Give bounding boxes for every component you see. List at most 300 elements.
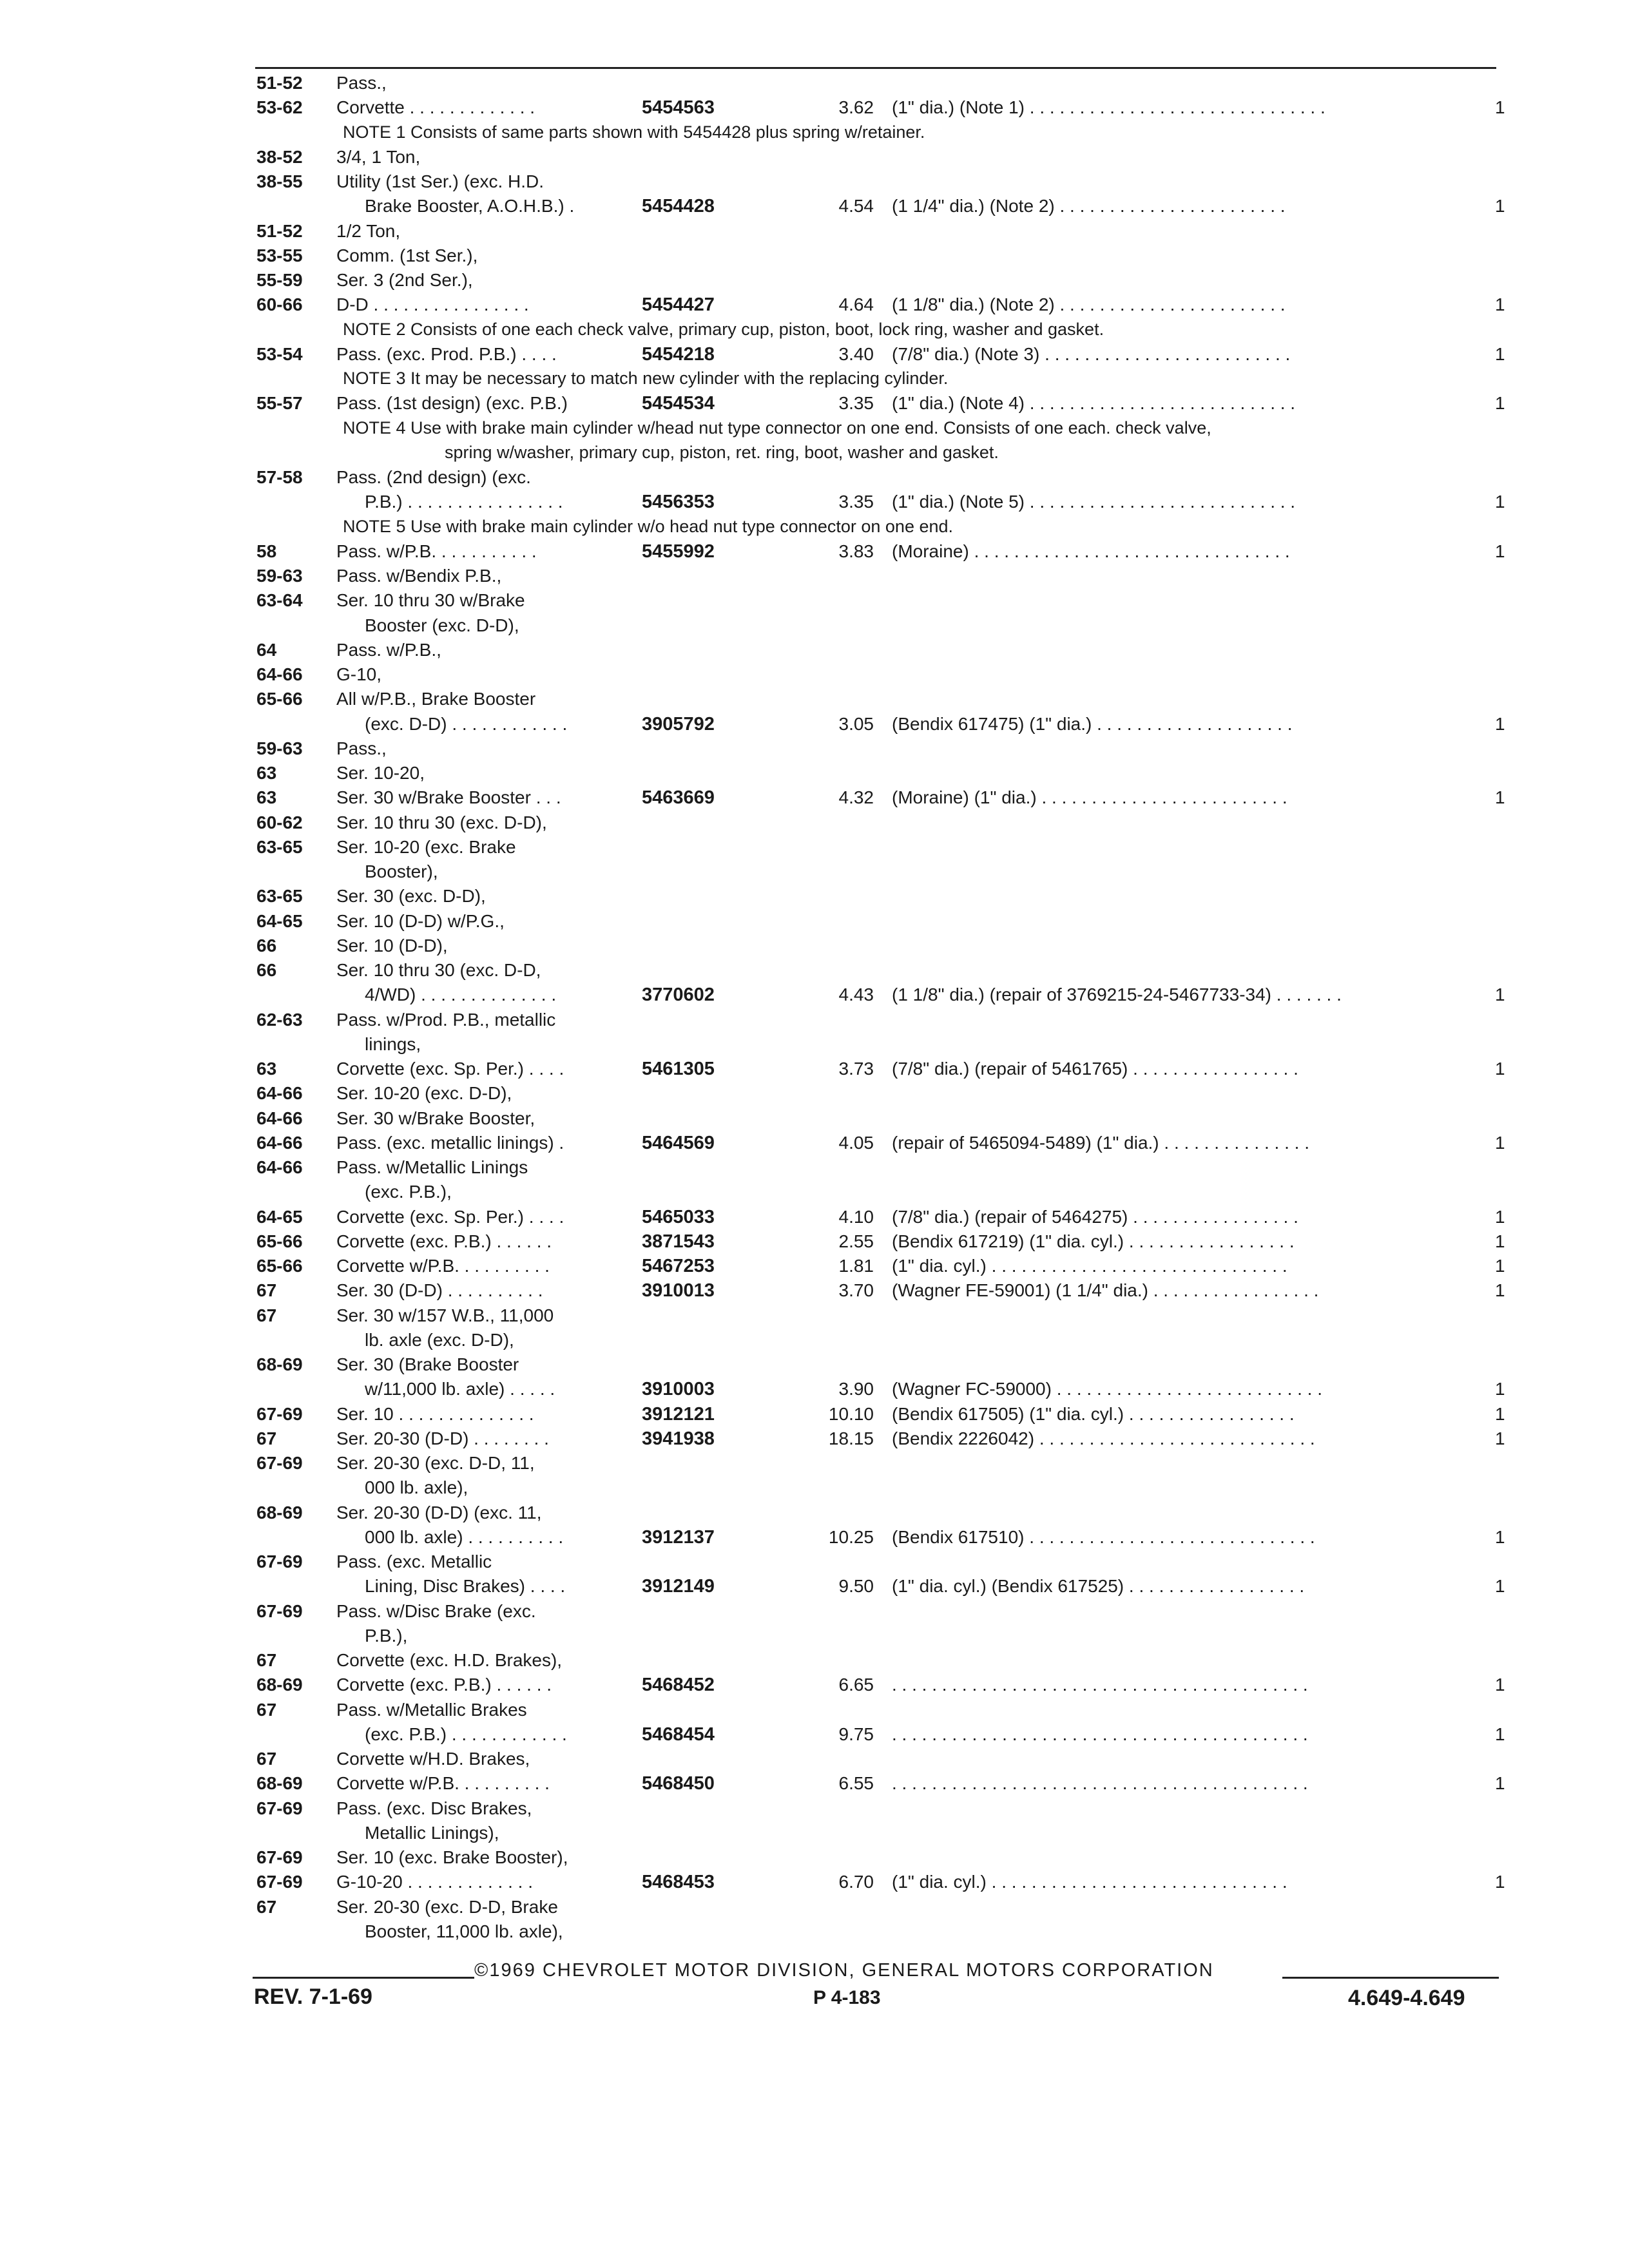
list-price: 3.35 (838, 492, 874, 512)
parts-row (0, 71, 1629, 95)
model-years: 57-58 (256, 467, 303, 487)
application-description: Ser. 10 thru 30 w/Brake (336, 590, 525, 611)
parts-row (0, 1648, 1629, 1673)
part-remarks: (7/8" dia.) (Note 3) . . . . . . . . . . . . . . . . . . . . . . . . . (892, 343, 1291, 364)
part-number: 5454427 (642, 294, 715, 316)
parts-row (0, 564, 1629, 588)
application-continuation: Booster (exc. D-D), (365, 615, 519, 635)
list-price: 10.10 (828, 1403, 874, 1424)
part-number: 3912149 (642, 1576, 715, 1597)
model-years: 68-69 (256, 1675, 303, 1695)
application-continuation: P.B.), (365, 1625, 408, 1646)
parts-row (0, 1229, 1629, 1254)
quantity: 1 (1495, 713, 1505, 734)
part-remarks: (Wagner FE-59001) (1 1/4" dia.) . . . . . . . . . . . . . . . . . (892, 1280, 1319, 1301)
parts-row (0, 835, 1629, 860)
model-years: 60-66 (256, 294, 303, 315)
part-number: 5467253 (642, 1256, 715, 1276)
application-description: Ser. 10 (D-D), (336, 935, 448, 956)
parts-row (0, 194, 1629, 218)
application-description: Pass. w/Prod. P.B., metallic (336, 1009, 556, 1030)
application-description: Ser. 20-30 (D-D) . . . . . . . . (336, 1428, 549, 1448)
application-description: Pass. w/Metallic Linings (336, 1157, 528, 1177)
part-remarks: (1" dia. cyl.) . . . . . . . . . . . . . . . . . . . . . . . . . . . . . . (892, 1256, 1287, 1276)
application-description: Comm. (1st Ser.), (336, 245, 478, 265)
parts-row (0, 268, 1629, 293)
application-description: Pass. (1st design) (exc. P.B.) (336, 393, 568, 414)
note-text: NOTE 3 It may be necessary to match new cylinder with the replacing cylinder. (343, 369, 949, 388)
parts-row (0, 1722, 1629, 1747)
parts-row (0, 736, 1629, 761)
application-description: All w/P.B., Brake Booster (336, 689, 536, 709)
quantity: 1 (1495, 492, 1505, 512)
application-description: Ser. 10-20, (336, 763, 425, 783)
list-price: 6.70 (838, 1872, 874, 1892)
parts-row (0, 983, 1629, 1007)
list-price: 4.10 (838, 1206, 874, 1227)
model-years: 67-69 (256, 1403, 303, 1424)
parts-row (0, 860, 1629, 884)
list-price: 4.64 (838, 294, 874, 315)
part-remarks: (Bendix 617475) (1" dia.) . . . . . . . . . . . . . . . . . . . . (892, 713, 1293, 734)
part-remarks: (1 1/4" dia.) (Note 2) . . . . . . . . . . . . . . . . . . . . . . . (892, 196, 1286, 216)
quantity: 1 (1495, 1724, 1505, 1744)
parts-row (0, 1180, 1629, 1204)
list-price: 4.05 (838, 1132, 874, 1153)
parts-row (0, 1303, 1629, 1328)
application-description: 3/4, 1 Ton, (336, 146, 421, 167)
parts-row (0, 588, 1629, 613)
note-text: NOTE 2 Consists of one each check valve, primary cup, piston, boot, lock ring, washer and gasket. (343, 319, 1104, 339)
quantity: 1 (1495, 541, 1505, 561)
parts-row (0, 785, 1629, 810)
part-remarks: (Bendix 617219) (1" dia. cyl.) . . . . . . . . . . . . . . . . . (892, 1231, 1295, 1251)
part-remarks: (Moraine) (1" dia.) . . . . . . . . . . . . . . . . . . . . . . . . . (892, 787, 1287, 808)
parts-row (0, 934, 1629, 958)
list-price: 3.90 (838, 1379, 874, 1399)
footer-rule-right (1282, 1977, 1499, 1979)
application-description: Pass. w/Disc Brake (exc. (336, 1600, 536, 1621)
model-years: 63 (256, 787, 277, 808)
part-number: 5463669 (642, 787, 715, 809)
parts-row (0, 1155, 1629, 1180)
part-number: 5454563 (642, 97, 715, 119)
application-description: Corvette w/H.D. Brakes, (336, 1749, 530, 1769)
model-years: 67-69 (256, 1552, 303, 1571)
application-description: Corvette w/P.B. . . . . . . . . . (336, 1256, 550, 1276)
model-years: 59-63 (256, 566, 303, 586)
model-years: 64 (256, 639, 277, 660)
model-years: 59-63 (256, 738, 303, 758)
part-number: 3912121 (642, 1403, 715, 1425)
parts-row (0, 1427, 1629, 1451)
quantity: 1 (1495, 1403, 1505, 1424)
quantity: 1 (1495, 1576, 1505, 1597)
quantity: 1 (1495, 1059, 1505, 1079)
application-continuation: linings, (365, 1033, 421, 1054)
model-years: 63-65 (256, 886, 303, 907)
application-description: Pass. w/P.B., (336, 639, 441, 660)
application-description: Ser. 10 (D-D) w/P.G., (336, 910, 505, 931)
application-continuation: w/11,000 lb. axle) . . . . . (365, 1379, 555, 1399)
parts-row (0, 1525, 1629, 1550)
part-remarks: . . . . . . . . . . . . . . . . . . . . . . . . . . . . . . . . . . . . . . . . . . (892, 1675, 1308, 1695)
parts-row (0, 1599, 1629, 1624)
application-description: Ser. 10-20 (exc. Brake (336, 836, 516, 857)
quantity: 1 (1495, 985, 1505, 1005)
application-description: Ser. 20-30 (exc. D-D, 11, (336, 1453, 535, 1473)
parts-row (0, 169, 1629, 194)
model-years: 64-65 (256, 910, 303, 931)
quantity: 1 (1495, 1526, 1505, 1547)
parts-row (0, 1821, 1629, 1845)
parts-row (0, 1698, 1629, 1722)
part-number: 3770602 (642, 985, 715, 1006)
parts-row (0, 244, 1629, 268)
list-price: 3.73 (838, 1059, 874, 1079)
part-remarks: (1" dia. cyl.) . . . . . . . . . . . . . . . . . . . . . . . . . . . . . . (892, 1872, 1287, 1892)
parts-row (0, 958, 1629, 983)
application-continuation: Booster, 11,000 lb. axle), (365, 1921, 563, 1941)
application-continuation: (exc. P.B.) . . . . . . . . . . . . (365, 1724, 567, 1744)
application-description: Pass. w/Metallic Brakes (336, 1699, 527, 1720)
quantity: 1 (1495, 1132, 1505, 1153)
part-number: 5465033 (642, 1206, 715, 1227)
parts-row (0, 613, 1629, 638)
application-description: Corvette w/P.B. . . . . . . . . . (336, 1773, 550, 1794)
application-description: Ser. 10 (exc. Brake Booster), (336, 1847, 568, 1867)
list-price: 2.55 (838, 1231, 874, 1251)
model-years: 67-69 (256, 1453, 303, 1473)
application-description: Ser. 30 (D-D) . . . . . . . . . . (336, 1280, 543, 1301)
list-price: 3.83 (838, 541, 874, 561)
part-number: 5456353 (642, 492, 715, 513)
list-price: 3.35 (838, 393, 874, 414)
model-years: 67 (256, 1650, 277, 1670)
application-continuation: P.B.) . . . . . . . . . . . . . . . . (365, 492, 563, 512)
part-number: 5464569 (642, 1132, 715, 1153)
model-years: 67-69 (256, 1872, 303, 1892)
quantity: 1 (1495, 1428, 1505, 1448)
parts-row (0, 1771, 1629, 1796)
model-years: 66 (256, 960, 277, 980)
part-remarks: . . . . . . . . . . . . . . . . . . . . . . . . . . . . . . . . . . . . . . . . . . (892, 1724, 1308, 1744)
application-description: Corvette (exc. P.B.) . . . . . . (336, 1675, 552, 1695)
model-years: 67-69 (256, 1600, 303, 1621)
quantity: 1 (1495, 1872, 1505, 1892)
application-description: Ser. 30 w/Brake Booster . . . (336, 787, 561, 808)
parts-row (0, 1057, 1629, 1081)
application-description: Ser. 30 (Brake Booster (336, 1354, 519, 1374)
parts-row (0, 662, 1629, 687)
model-years: 67 (256, 1749, 277, 1769)
parts-row (0, 1550, 1629, 1574)
parts-row (0, 1106, 1629, 1131)
part-number: 3912137 (642, 1526, 715, 1548)
parts-row (0, 1131, 1629, 1155)
quantity: 1 (1495, 1280, 1505, 1301)
list-price: 4.54 (838, 196, 874, 216)
part-number: 3905792 (642, 713, 715, 735)
quantity: 1 (1495, 1379, 1505, 1399)
part-remarks: (7/8" dia.) (repair of 5461765) . . . . . . . . . . . . . . . . . (892, 1059, 1298, 1079)
model-years: 68-69 (256, 1773, 303, 1794)
application-description: Corvette . . . . . . . . . . . . . (336, 97, 535, 118)
list-price: 10.25 (828, 1526, 874, 1547)
part-number: 5468450 (642, 1773, 715, 1794)
application-description: Pass., (336, 738, 387, 758)
quantity: 1 (1495, 196, 1505, 216)
application-description: Pass. (2nd design) (exc. (336, 467, 531, 487)
part-remarks: (Bendix 617505) (1" dia. cyl.) . . . . . . . . . . . . . . . . . (892, 1403, 1295, 1424)
application-description: Ser. 30 (exc. D-D), (336, 886, 486, 907)
part-remarks: (repair of 5465094-5489) (1" dia.) . . . . . . . . . . . . . . . (892, 1132, 1310, 1153)
parts-row (0, 145, 1629, 169)
application-description: G-10, (336, 664, 382, 684)
parts-row (0, 1574, 1629, 1599)
part-remarks: (1" dia.) (Note 5) . . . . . . . . . . . . . . . . . . . . . . . . . . . (892, 492, 1296, 512)
model-years: 63 (256, 763, 277, 783)
model-years: 64-66 (256, 1108, 303, 1128)
application-description: 1/2 Ton, (336, 220, 401, 241)
application-description: Pass. (exc. Disc Brakes, (336, 1798, 532, 1818)
parts-row (0, 219, 1629, 244)
part-number: 3910013 (642, 1280, 715, 1302)
model-years: 65-66 (256, 1256, 303, 1276)
application-description: Ser. 30 w/157 W.B., 11,000 (336, 1305, 554, 1325)
model-years: 68-69 (256, 1354, 303, 1374)
group-number: 4.649-4.649 (1348, 1986, 1465, 2010)
part-remarks: (1" dia.) (Note 1) . . . . . . . . . . . . . . . . . . . . . . . . . . . . . . (892, 97, 1325, 118)
parts-row (0, 884, 1629, 908)
parts-row (0, 342, 1629, 367)
model-years: 67 (256, 1428, 277, 1448)
part-number: 5454534 (642, 393, 715, 414)
part-number: 5468453 (642, 1872, 715, 1893)
list-price: 3.62 (838, 97, 874, 118)
application-description: Corvette (exc. P.B.) . . . . . . (336, 1231, 552, 1251)
model-years: 51-52 (256, 220, 303, 241)
part-remarks: (Bendix 617510) . . . . . . . . . . . . . . . . . . . . . . . . . . . . . (892, 1526, 1315, 1547)
application-description: Ser. 10-20 (exc. D-D), (336, 1083, 512, 1104)
note-text: NOTE 5 Use with brake main cylinder w/o head nut type connector on one end. (343, 516, 954, 536)
model-years: 67 (256, 1896, 277, 1917)
application-description: Pass. w/P.B. . . . . . . . . . . (336, 541, 537, 561)
page-number: P 4-183 (813, 1987, 881, 2008)
list-price: 18.15 (828, 1428, 874, 1448)
model-years: 66 (256, 935, 277, 956)
parts-row (0, 1501, 1629, 1525)
part-remarks: (7/8" dia.) (repair of 5464275) . . . . . . . . . . . . . . . . . (892, 1206, 1298, 1227)
parts-row (0, 293, 1629, 317)
list-price: 4.43 (838, 985, 874, 1005)
parts-row (0, 1278, 1629, 1303)
parts-row (0, 95, 1629, 120)
application-continuation: Booster), (365, 861, 438, 881)
parts-row (0, 1008, 1629, 1032)
parts-row (0, 1081, 1629, 1106)
application-description: Ser. 20-30 (D-D) (exc. 11, (336, 1502, 542, 1523)
application-description: Ser. 30 w/Brake Booster, (336, 1108, 535, 1128)
application-description: Pass. w/Bendix P.B., (336, 566, 502, 586)
application-continuation: (exc. P.B.), (365, 1182, 452, 1202)
quantity: 1 (1495, 1675, 1505, 1695)
part-number: 3910003 (642, 1379, 715, 1400)
part-remarks: (Wagner FC-59000) . . . . . . . . . . . . . . . . . . . . . . . . . . . (892, 1379, 1323, 1399)
parts-row (0, 909, 1629, 934)
application-description: Ser. 20-30 (exc. D-D, Brake (336, 1896, 558, 1917)
parts-row (0, 811, 1629, 835)
parts-row (0, 1796, 1629, 1821)
quantity: 1 (1495, 1256, 1505, 1276)
application-continuation: lb. axle (exc. D-D), (365, 1329, 514, 1350)
part-remarks: (1 1/8" dia.) (repair of 3769215-24-5467733-34) . . . . . . . (892, 985, 1342, 1005)
quantity: 1 (1495, 1231, 1505, 1251)
note-text: NOTE 4 Use with brake main cylinder w/head nut type connector on one end. Consists of one each. check valve, (343, 418, 1211, 437)
list-price: 6.55 (838, 1773, 874, 1794)
part-number: 5468454 (642, 1724, 715, 1745)
parts-row (0, 1402, 1629, 1427)
parts-row (0, 1919, 1629, 1944)
application-description: Ser. 3 (2nd Ser.), (336, 270, 473, 290)
model-years: 64-66 (256, 1083, 303, 1104)
quantity: 1 (1495, 1206, 1505, 1227)
part-remarks: (1" dia.) (Note 4) . . . . . . . . . . . . . . . . . . . . . . . . . . . (892, 393, 1296, 414)
part-remarks: . . . . . . . . . . . . . . . . . . . . . . . . . . . . . . . . . . . . . . . . . . (892, 1773, 1308, 1794)
application-description: Corvette (exc. Sp. Per.) . . . . (336, 1206, 564, 1227)
application-description: Pass. (exc. metallic linings) . (336, 1132, 564, 1153)
parts-row (0, 712, 1629, 736)
parts-row (0, 1895, 1629, 1919)
part-number: 5468452 (642, 1675, 715, 1696)
revision-date: REV. 7-1-69 (254, 1984, 372, 2009)
application-continuation: Metallic Linings), (365, 1822, 499, 1843)
model-years: 63-64 (256, 590, 303, 611)
list-price: 9.75 (838, 1724, 874, 1744)
note-text: spring w/washer, primary cup, piston, ret. ring, boot, washer and gasket. (445, 442, 999, 462)
parts-row (0, 490, 1629, 514)
footer-copyright: ©1969 CHEVROLET MOTOR DIVISION, GENERAL MOTORS CORPORATION (474, 1960, 1214, 1981)
model-years: 53-55 (256, 245, 303, 265)
quantity: 1 (1495, 294, 1505, 315)
model-years: 55-59 (256, 270, 303, 290)
model-years: 51-52 (256, 73, 303, 93)
model-years: 55-57 (256, 393, 303, 414)
model-years: 67-69 (256, 1798, 303, 1818)
model-years: 67-69 (256, 1847, 303, 1867)
application-description: Corvette (exc. Sp. Per.) . . . . (336, 1059, 564, 1079)
part-number: 3871543 (642, 1231, 715, 1252)
model-years: 58 (256, 541, 277, 561)
application-continuation: 4/WD) . . . . . . . . . . . . . . (365, 985, 557, 1005)
model-years: 53-54 (256, 343, 303, 364)
parts-row (0, 465, 1629, 490)
parts-row (0, 1624, 1629, 1648)
quantity: 1 (1495, 343, 1505, 364)
list-price: 6.65 (838, 1675, 874, 1695)
application-description: D-D . . . . . . . . . . . . . . . . (336, 294, 529, 315)
model-years: 65-66 (256, 1231, 303, 1251)
application-continuation: Brake Booster, A.O.H.B.) . (365, 196, 575, 216)
parts-row (0, 1845, 1629, 1870)
application-continuation: Lining, Disc Brakes) . . . . (365, 1576, 566, 1597)
parts-row (0, 1377, 1629, 1401)
application-description: Ser. 10 thru 30 (exc. D-D), (336, 812, 547, 832)
parts-row (0, 761, 1629, 785)
parts-row (0, 1205, 1629, 1229)
model-years: 60-62 (256, 812, 303, 832)
quantity: 1 (1495, 97, 1505, 118)
model-years: 64-66 (256, 664, 303, 684)
quantity: 1 (1495, 393, 1505, 414)
application-description: Utility (1st Ser.) (exc. H.D. (336, 171, 545, 191)
application-description: Corvette (exc. H.D. Brakes), (336, 1650, 563, 1670)
part-number: 5455992 (642, 541, 715, 562)
model-years: 67 (256, 1699, 277, 1720)
parts-row (0, 1032, 1629, 1057)
part-number: 5461305 (642, 1059, 715, 1079)
application-description: G-10-20 . . . . . . . . . . . . . (336, 1872, 533, 1892)
part-number: 5454428 (642, 196, 715, 217)
parts-row (0, 1328, 1629, 1352)
model-years: 63-65 (256, 836, 303, 857)
model-years: 65-66 (256, 689, 303, 709)
quantity: 1 (1495, 1773, 1505, 1794)
application-description: Ser. 10 . . . . . . . . . . . . . . (336, 1403, 534, 1424)
model-years: 62-63 (256, 1009, 303, 1030)
parts-row (0, 1747, 1629, 1771)
footer-rule-left (253, 1977, 474, 1979)
list-price: 4.32 (838, 787, 874, 808)
list-price: 3.70 (838, 1280, 874, 1301)
part-remarks: (1 1/8" dia.) (Note 2) . . . . . . . . . . . . . . . . . . . . . . . (892, 294, 1286, 315)
parts-row (0, 1475, 1629, 1500)
model-years: 38-55 (256, 171, 303, 191)
application-continuation: (exc. D-D) . . . . . . . . . . . . (365, 713, 568, 734)
application-description: Pass. (exc. Prod. P.B.) . . . . (336, 343, 557, 364)
part-remarks: (Moraine) . . . . . . . . . . . . . . . . . . . . . . . . . . . . . . . . (892, 541, 1290, 561)
parts-row (0, 1870, 1629, 1894)
quantity: 1 (1495, 787, 1505, 808)
parts-row (0, 391, 1629, 416)
parts-row (0, 1673, 1629, 1697)
model-years: 67 (256, 1280, 277, 1301)
list-price: 3.05 (838, 713, 874, 734)
parts-row (0, 539, 1629, 564)
part-number: 3941938 (642, 1428, 715, 1449)
model-years: 38-52 (256, 146, 303, 167)
model-years: 64-66 (256, 1157, 303, 1177)
application-description: Pass. (exc. Metallic (336, 1552, 492, 1571)
application-description: Ser. 10 thru 30 (exc. D-D, (336, 960, 541, 980)
parts-row (0, 638, 1629, 662)
part-remarks: (Bendix 2226042) . . . . . . . . . . . . . . . . . . . . . . . . . . . . (892, 1428, 1315, 1448)
model-years: 67 (256, 1305, 277, 1325)
application-continuation: 000 lb. axle), (365, 1477, 468, 1498)
parts-row (0, 687, 1629, 711)
model-years: 63 (256, 1059, 277, 1079)
parts-row (0, 1451, 1629, 1475)
note-text: NOTE 1 Consists of same parts shown with 5454428 plus spring w/retainer. (343, 122, 925, 142)
parts-row (0, 1352, 1629, 1377)
list-price: 9.50 (838, 1576, 874, 1597)
model-years: 53-62 (256, 97, 303, 118)
application-continuation: 000 lb. axle) . . . . . . . . . . (365, 1526, 564, 1547)
parts-row (0, 1254, 1629, 1278)
model-years: 64-65 (256, 1206, 303, 1227)
model-years: 68-69 (256, 1502, 303, 1523)
part-number: 5454218 (642, 343, 715, 365)
